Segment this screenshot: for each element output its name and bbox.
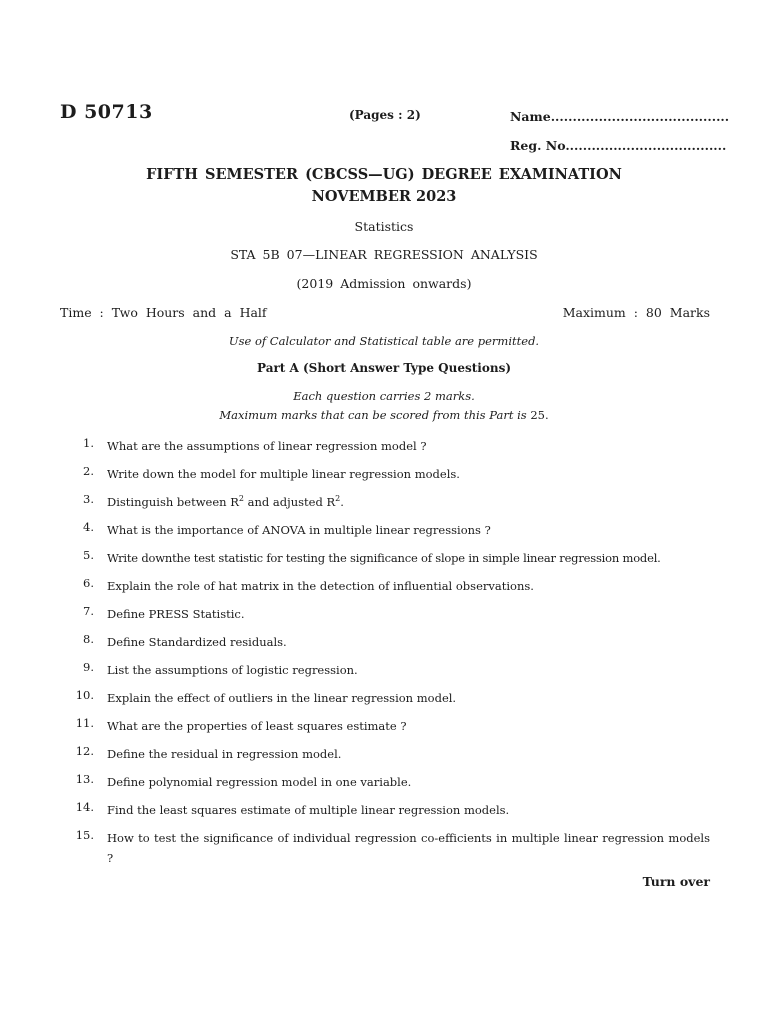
question-number: 1. [83, 436, 94, 450]
paper-code: D 50713 [60, 101, 153, 123]
page-count: (Pages : 2) [349, 108, 421, 122]
superscript: 2 [335, 494, 341, 503]
question-text-part: Distinguish between R [107, 495, 239, 509]
part-a-instruction-marks: Each question carries 2 marks. [293, 389, 475, 403]
question-number: 4. [83, 520, 94, 534]
question-number: 12. [75, 744, 94, 758]
question-text: Define PRESS Statistic. [107, 607, 245, 621]
question-text: Write downthe test statistic for testing the significance of slope in simple linear regression model. [107, 551, 661, 565]
question-number: 14. [75, 800, 94, 814]
question-text: Define Standardized residuals. [107, 635, 287, 649]
paper-title: STA 5B 07—LINEAR REGRESSION ANALYSIS [230, 247, 538, 262]
question-text: Write down the model for multiple linear regression models. [107, 467, 460, 481]
part-a-heading: Part A (Short Answer Type Questions) [257, 361, 511, 375]
turn-over-note: Turn over [642, 874, 710, 889]
exam-session: NOVEMBER 2023 [311, 188, 457, 205]
exam-title: FIFTH SEMESTER (CBCSS—UG) DEGREE EXAMINATION [146, 166, 622, 183]
time-allowed: Time : Two Hours and a Half [60, 305, 267, 320]
maximum-marks: Maximum : 80 Marks [562, 305, 710, 320]
question-text: Explain the effect of outliers in the linear regression model. [107, 691, 457, 705]
question-text: Define polynomial regression model in one variable. [107, 775, 412, 789]
question-text [107, 492, 710, 512]
question-text: Define the residual in regression model. [107, 747, 342, 761]
reg-no-field: Reg. No..................................... [510, 138, 727, 153]
calculator-note: Use of Calculator and Statistical table are permitted. [228, 334, 540, 348]
question-number: 7. [83, 604, 94, 618]
question-number: 6. [83, 576, 94, 590]
instruction-text: Maximum marks that can be scored from this Part is [219, 408, 531, 422]
question-text: What are the properties of least squares estimate ? [107, 719, 407, 733]
question-text: Find the least squares estimate of multiple linear regression models. [107, 803, 510, 817]
name-field: Name......................................... [510, 109, 730, 124]
question-text: What are the assumptions of linear regression model ? [107, 439, 427, 453]
instruction-value: 25. [530, 408, 549, 422]
part-a-instruction-max [0, 408, 768, 422]
question-number: 13. [75, 772, 94, 786]
question-number: 2. [83, 464, 94, 478]
subject-name: Statistics [354, 219, 414, 234]
question-number: 15. [75, 828, 94, 842]
question-number: 9. [83, 660, 94, 674]
question-text: How to test the significance of individual regression co-efficients in multiple linear regression models ? [107, 831, 710, 865]
question-number: 3. [83, 492, 94, 506]
question-number: 8. [83, 632, 94, 646]
question-text: Explain the role of hat matrix in the detection of influential observations. [107, 579, 534, 593]
admission-note: (2019 Admission onwards) [296, 276, 472, 291]
question-text: List the assumptions of logistic regression. [107, 663, 358, 677]
question-number: 10. [75, 688, 94, 702]
question-number: 11. [75, 716, 94, 730]
question-text-part: . [340, 495, 344, 509]
superscript: 2 [238, 494, 244, 503]
question-text: What is the importance of ANOVA in multiple linear regressions ? [107, 523, 491, 537]
question-text-part: and adjusted R [243, 495, 336, 509]
question-number: 5. [83, 548, 94, 562]
